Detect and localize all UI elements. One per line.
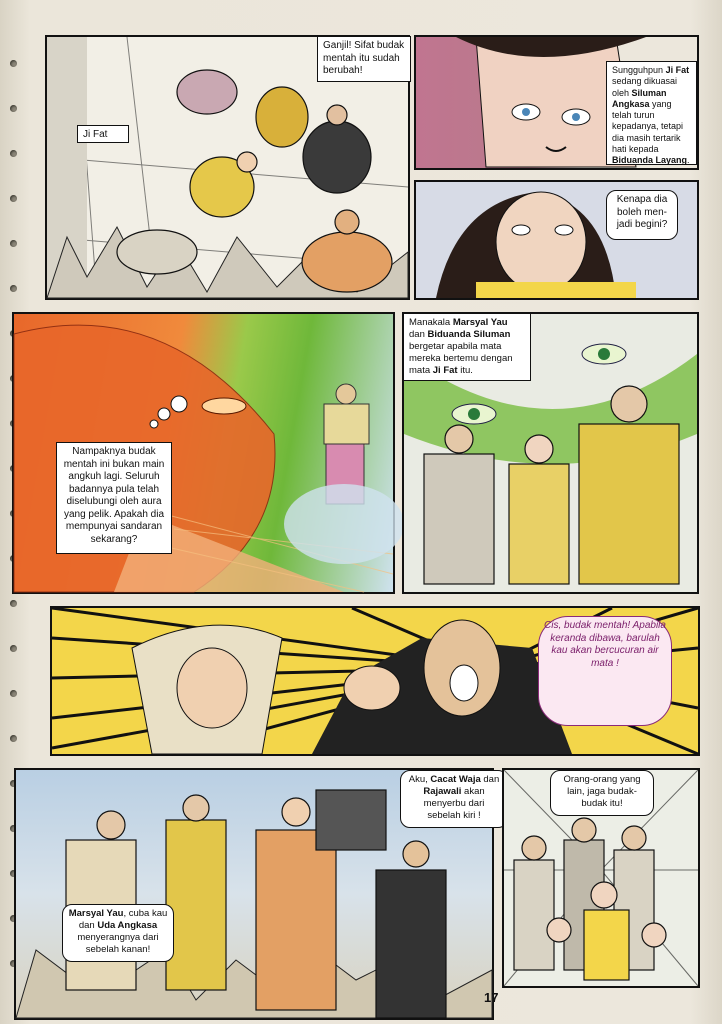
binder-hole [10,150,17,157]
binder-hole [10,60,17,67]
panel-4-aura-face [12,312,395,594]
panel-8-group-guarding [502,768,700,988]
panel-1-fighters-leaping [45,35,410,300]
binder-hole [10,690,17,697]
speech-bubble-aku-cacat-waja: Aku, Cacat Waja dan Rajawali akan menyerbu dari sebelah kiri ! [400,770,508,828]
panel-6-shouting-warrior [50,606,700,756]
binder-hole [10,645,17,652]
speech-bubble-marsyal-yau: Marsyal Yau, cuba kau dan Uda Angkasa menyerangnya dari sebelah kanan! [62,904,174,962]
panel-2-ji-fat-closeup [414,35,699,170]
speech-bubble-orang-orang: Orang-orang yang lain, jaga budak-budak itu! [550,770,654,816]
speech-bubble-cis: Cis, budak mentah! Apabila keranda dibawa, barulah kau akan bercucuran air mata ! [538,616,672,726]
binder-hole [10,600,17,607]
binder-hole [10,195,17,202]
binder-hole [10,105,17,112]
thought-bubble-kenapa: Kenapa dia boleh men-jadi begini? [606,190,678,240]
binder-hole [10,285,17,292]
panel-3-woman-thinking [414,180,699,300]
binder-hole [10,735,17,742]
panel-7-group-charge [14,768,500,1020]
binder-hole [10,240,17,247]
thought-box-nampaknya: Nampaknya budak mentah ini bukan main angkuh lagi. Seluruh badannya pula telah diselubungi oleh aura yang pelik. Apakah dia mempunyai sandaran sekarang? [56,442,172,554]
panel-5-three-warriors [402,312,699,594]
caption-box-ji-fat-siluman: Sungguhpun Ji Fat sedang dikuasai oleh Siluman Angkasa yang telah turun kepadanya, tetapi dia masih tertarik hati kepada Biduanda Layang. [606,61,697,165]
speech-bubble-ganjil: Ganjil! Sifat budak mentah itu sudah berubah! [317,36,411,82]
caption-box-manakala: Manakala Marsyal Yau dan Biduanda Siluman bergetar apabila mata mereka bertemu dengan mata Ji Fat itu. [403,313,531,381]
name-tag-ji-fat: Ji Fat [77,125,129,143]
page-number: 17 [484,990,499,1005]
